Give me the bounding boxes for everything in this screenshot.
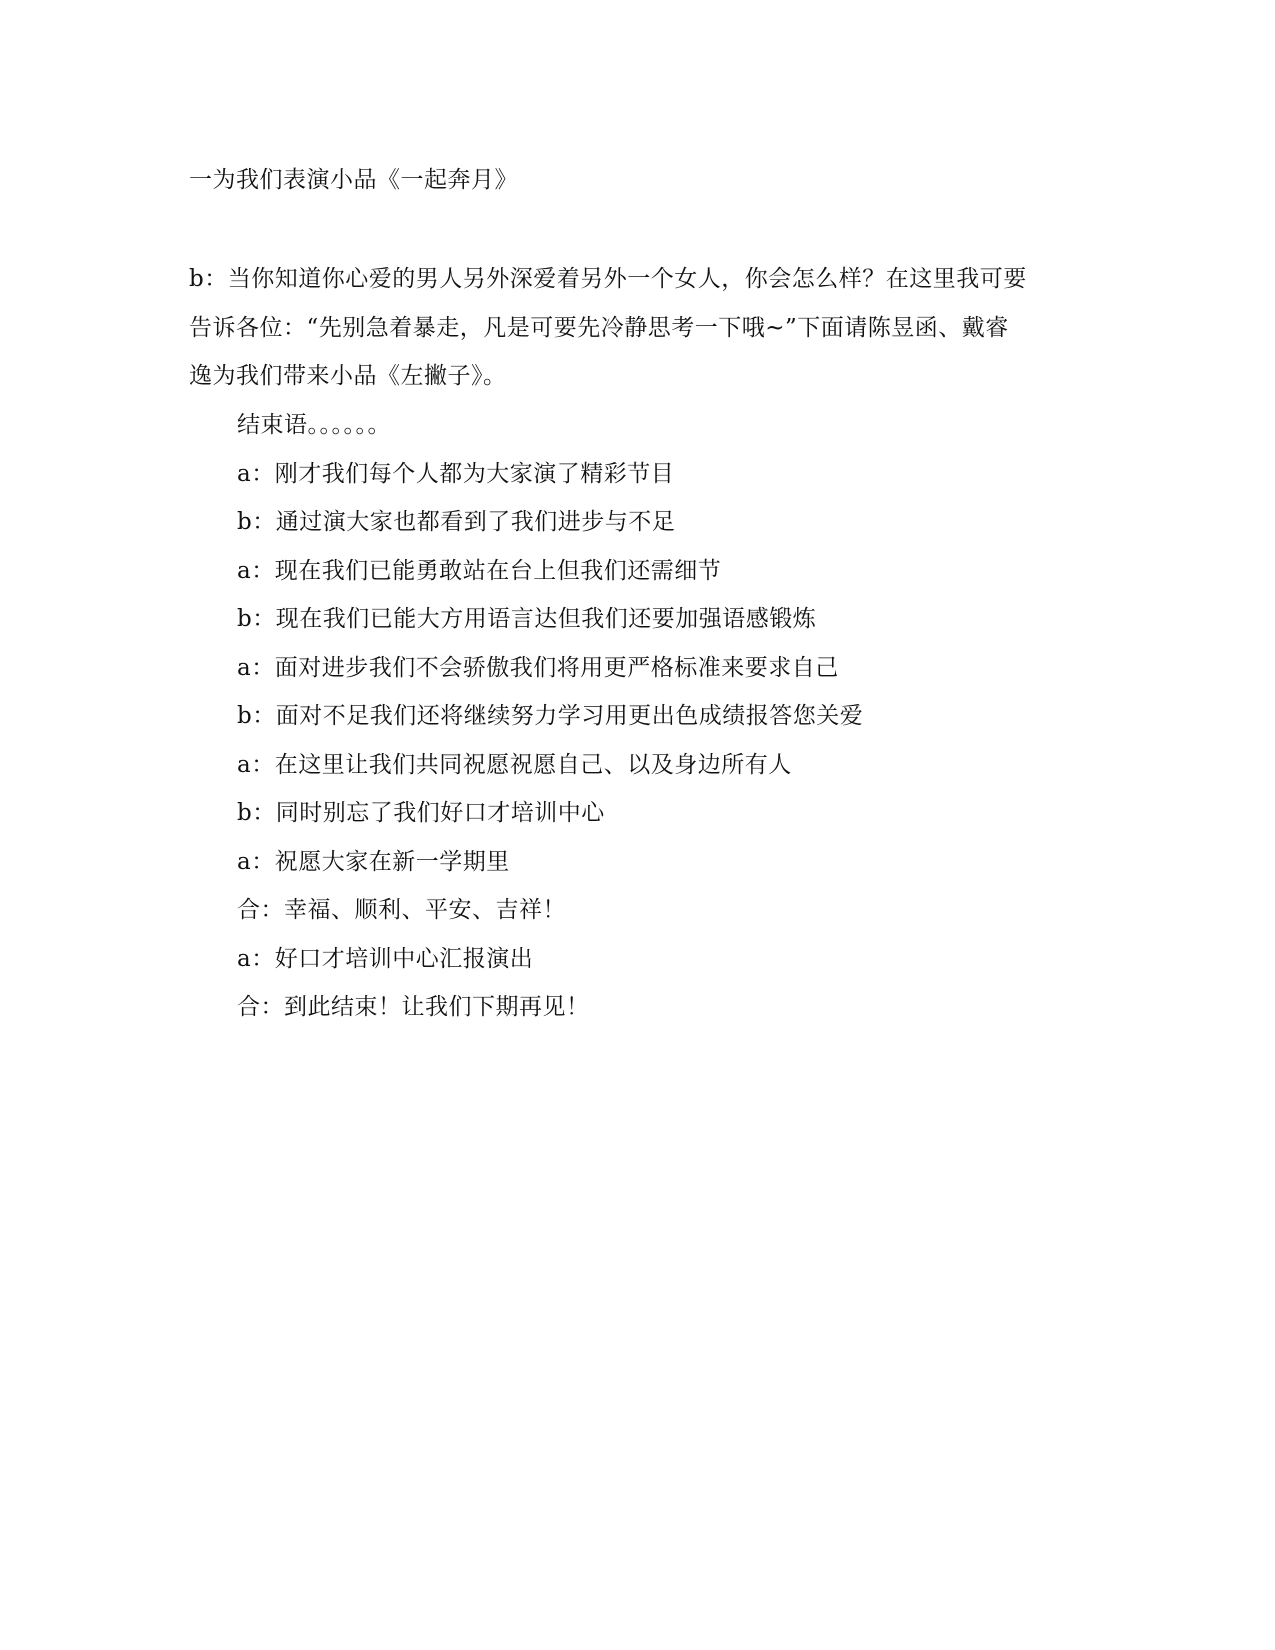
dialogue-line: b：同时别忘了我们好口才培训中心 [237,800,605,826]
intro-paragraph [189,156,1089,205]
paragraph-line: 告诉各位：“先别急着暴走，凡是可要先冷静思考一下哦~”下面请陈昱函、戴睿 [189,314,1009,341]
paragraph-line: 一为我们表演小品《一起奔月》 [189,167,518,193]
dialogue-line: a：在这里让我们共同祝愿祝愿自己、以及身边所有人 [237,751,792,778]
dialogue-line: a：面对进步我们不会骄傲我们将用更严格标准来要求自己 [237,654,839,681]
dialogue-line: 合：幸福、顺利、平安、吉祥！ [237,897,566,923]
paragraph-line: b：当你知道你心爱的男人另外深爱着另外一个女人，你会怎么样？在这里我可要 [189,266,1027,292]
closing-heading: 结束语。。。。。。 [237,412,391,438]
closing-dialogue [237,401,1097,1032]
dialogue-line: a：现在我们已能勇敢站在台上但我们还需细节 [237,557,722,584]
skit-intro-paragraph [189,255,1089,401]
paragraph-line: 逸为我们带来小品《左撇子》。 [189,363,507,389]
dialogue-line: b：现在我们已能大方用语言达但我们还要加强语感锻炼 [237,606,817,632]
dialogue-line: b：通过演大家也都看到了我们进步与不足 [237,509,676,535]
dialogue-line: a：好口才培训中心汇报演出 [237,945,534,972]
dialogue-line: a：祝愿大家在新一学期里 [237,848,510,875]
dialogue-line: b：面对不足我们还将继续努力学习用更出色成绩报答您关爱 [237,703,864,729]
dialogue-line: a：刚才我们每个人都为大家演了精彩节目 [237,460,675,487]
dialogue-line: 合：到此结束！让我们下期再见！ [237,994,590,1020]
